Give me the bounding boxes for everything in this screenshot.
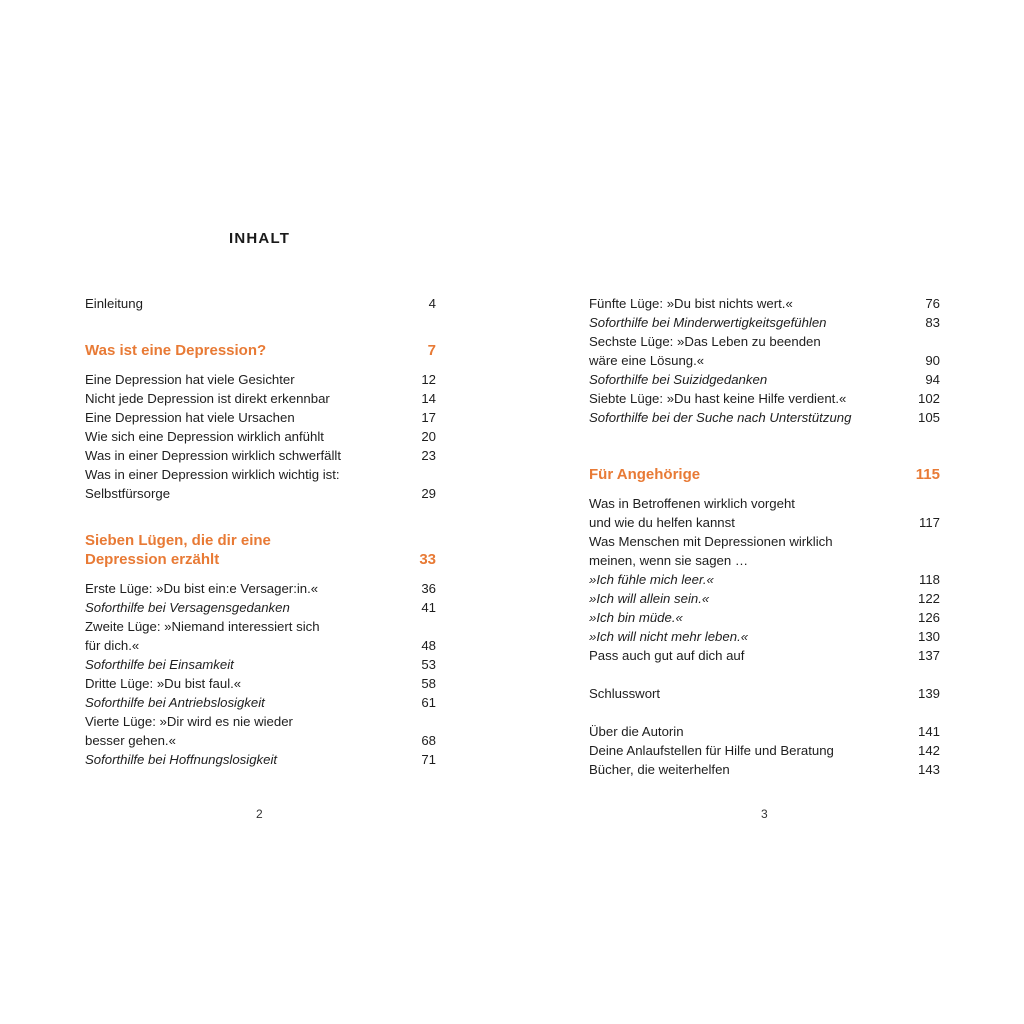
- entry-title-line: »Ich bin müde.«: [589, 610, 683, 625]
- toc-entry[interactable]: [85, 693, 436, 712]
- entry-title-line: Soforthilfe bei Hoffnungslosigkeit: [85, 752, 278, 767]
- toc-entry[interactable]: [85, 674, 436, 693]
- toc-entry[interactable]: [589, 608, 940, 627]
- chapter-title-line: Depression erzählt: [85, 551, 220, 568]
- entry-title-line: Was Menschen mit Depressionen wirklich: [589, 534, 833, 549]
- toc-entry[interactable]: [589, 313, 940, 332]
- toc-entry[interactable]: [589, 370, 940, 389]
- entry-page: 20: [421, 429, 436, 444]
- entry-title-line: und wie du helfen kannst: [589, 515, 735, 530]
- entry-title-line: Soforthilfe bei Versagensgedanken: [85, 600, 290, 615]
- chapter-entries: [85, 370, 436, 503]
- toc-entry[interactable]: [589, 741, 940, 760]
- entry-page: 58: [421, 676, 436, 691]
- toc-entry[interactable]: [85, 370, 436, 389]
- toc-entry[interactable]: [85, 465, 436, 503]
- toc-entry[interactable]: [589, 722, 940, 741]
- toc-entry-intro[interactable]: [85, 294, 436, 313]
- entry-title-line: Sechste Lüge: »Das Leben zu beenden: [589, 334, 821, 349]
- entry-page: 117: [918, 515, 940, 530]
- entry-page: 68: [421, 733, 436, 748]
- entry-page: 61: [421, 695, 436, 710]
- entry-title-line: Was in einer Depression wirklich wichtig ist:: [85, 467, 340, 482]
- entry-title-line: Siebte Lüge: »Du hast keine Hilfe verdient.«: [589, 391, 847, 406]
- toc-entry[interactable]: [589, 760, 940, 779]
- entry-page: 71: [421, 752, 436, 767]
- entry-title-line: Deine Anlaufstellen für Hilfe und Beratung: [589, 743, 834, 758]
- toc-heading: INHALT: [229, 230, 291, 247]
- page-number: 2: [256, 807, 263, 821]
- entry-title-line: Pass auch gut auf dich auf: [589, 648, 745, 663]
- chapter-heading[interactable]: [589, 465, 940, 484]
- entry-page: 137: [917, 648, 940, 663]
- entry-title-line: besser gehen.«: [85, 733, 176, 748]
- entry-title-line: Soforthilfe bei Minderwertigkeitsgefühlen: [589, 315, 827, 330]
- toc-entry[interactable]: [589, 294, 940, 313]
- toc-entry-closing[interactable]: [589, 684, 940, 703]
- entry-title-line: »Ich will nicht mehr leben.«: [589, 629, 749, 644]
- appendix-entries: [589, 722, 940, 779]
- toc-entry[interactable]: [589, 408, 940, 427]
- entry-page: 122: [917, 591, 940, 606]
- entry-page: 23: [421, 448, 436, 463]
- entry-title-line: Dritte Lüge: »Du bist faul.«: [85, 676, 242, 691]
- toc-entry[interactable]: [85, 408, 436, 427]
- entry-title-line: Über die Autorin: [589, 724, 684, 739]
- toc-entry[interactable]: [85, 598, 436, 617]
- toc-entry[interactable]: [85, 389, 436, 408]
- entry-title-line: Nicht jede Depression ist direkt erkennbar: [85, 391, 330, 406]
- entry-title: Schlusswort: [589, 686, 661, 701]
- entry-title-line: Was in einer Depression wirklich schwerfällt: [85, 448, 342, 463]
- toc-entry[interactable]: [85, 750, 436, 769]
- entry-title-line: für dich.«: [85, 638, 140, 653]
- entry-page: 143: [917, 762, 940, 777]
- entry-title-line: Erste Lüge: »Du bist ein:e Versager:in.«: [85, 581, 319, 596]
- toc-entry[interactable]: [589, 589, 940, 608]
- toc-entry[interactable]: [85, 712, 436, 750]
- right-page: [512, 0, 1024, 1024]
- entry-title: Einleitung: [85, 296, 143, 311]
- chapter-heading[interactable]: [85, 531, 436, 569]
- chapter-title: Was ist eine Depression?: [85, 342, 267, 359]
- entry-page: 139: [917, 686, 940, 701]
- toc-entry[interactable]: [589, 494, 940, 532]
- entry-page: 36: [421, 581, 436, 596]
- entry-title-line: Was in Betroffenen wirklich vorgeht: [589, 496, 795, 511]
- toc-column-left: [85, 294, 436, 769]
- toc-entry[interactable]: [589, 389, 940, 408]
- chapter-entries: [589, 294, 940, 427]
- chapter-heading[interactable]: [85, 341, 436, 360]
- entry-page: 48: [421, 638, 436, 653]
- entry-title-line: Wie sich eine Depression wirklich anfühlt: [85, 429, 324, 444]
- chapter-page: 7: [427, 342, 436, 359]
- entry-title-line: Eine Depression hat viele Gesichter: [85, 372, 295, 387]
- chapter-title-line: Sieben Lügen, die dir eine: [85, 532, 271, 549]
- chapter-title: Für Angehörige: [589, 466, 701, 483]
- entry-title-line: Eine Depression hat viele Ursachen: [85, 410, 295, 425]
- entry-page: 41: [421, 600, 436, 615]
- entry-title-line: »Ich fühle mich leer.«: [589, 572, 714, 587]
- toc-entry[interactable]: [85, 655, 436, 674]
- entry-page: 118: [918, 572, 940, 587]
- entry-title-line: Fünfte Lüge: »Du bist nichts wert.«: [589, 296, 793, 311]
- entry-title-line: Bücher, die weiterhelfen: [589, 762, 730, 777]
- toc-entry[interactable]: [589, 646, 940, 665]
- toc-entry[interactable]: [85, 427, 436, 446]
- entry-page: 4: [428, 296, 436, 311]
- entry-page: 126: [917, 610, 940, 625]
- entry-title-line: Vierte Lüge: »Dir wird es nie wieder: [85, 714, 293, 729]
- toc-column-right: [589, 294, 940, 779]
- entry-title-line: Zweite Lüge: »Niemand interessiert sich: [85, 619, 320, 634]
- entry-title-line: Soforthilfe bei der Suche nach Unterstützung: [589, 410, 852, 425]
- entry-title-line: »Ich will allein sein.«: [589, 591, 710, 606]
- entry-title-line: Selbstfürsorge: [85, 486, 171, 501]
- entry-page: 130: [917, 629, 940, 644]
- entry-page: 142: [917, 743, 940, 758]
- toc-entry[interactable]: [85, 579, 436, 598]
- chapter-page: 33: [419, 551, 436, 568]
- entry-page: 53: [421, 657, 436, 672]
- toc-entry[interactable]: [589, 627, 940, 646]
- entry-title-line: Soforthilfe bei Antriebslosigkeit: [85, 695, 265, 710]
- toc-entry[interactable]: [589, 332, 940, 370]
- entry-page: 76: [925, 296, 940, 311]
- toc-entry[interactable]: [589, 570, 940, 589]
- entry-title-line: wäre eine Lösung.«: [589, 353, 705, 368]
- toc-entry[interactable]: [589, 532, 940, 570]
- chapter-entries: [589, 494, 940, 665]
- chapter-page: 115: [915, 466, 940, 483]
- chapter-entries: [85, 579, 436, 769]
- entry-page: 83: [925, 315, 940, 330]
- entry-page: 12: [421, 372, 436, 387]
- entry-title-line: Soforthilfe bei Einsamkeit: [85, 657, 234, 672]
- entry-page: 29: [421, 486, 436, 501]
- entry-title-line: Soforthilfe bei Suizidgedanken: [589, 372, 768, 387]
- page-number: 3: [761, 807, 768, 821]
- toc-entry[interactable]: [85, 446, 436, 465]
- entry-title-line: meinen, wenn sie sagen …: [589, 553, 749, 568]
- entry-page: 17: [421, 410, 436, 425]
- entry-page: 94: [925, 372, 940, 387]
- entry-page: 14: [421, 391, 436, 406]
- entry-page: 141: [917, 724, 940, 739]
- entry-page: 90: [925, 353, 940, 368]
- entry-page: 105: [917, 410, 940, 425]
- entry-page: 102: [917, 391, 940, 406]
- toc-entry[interactable]: [85, 617, 436, 655]
